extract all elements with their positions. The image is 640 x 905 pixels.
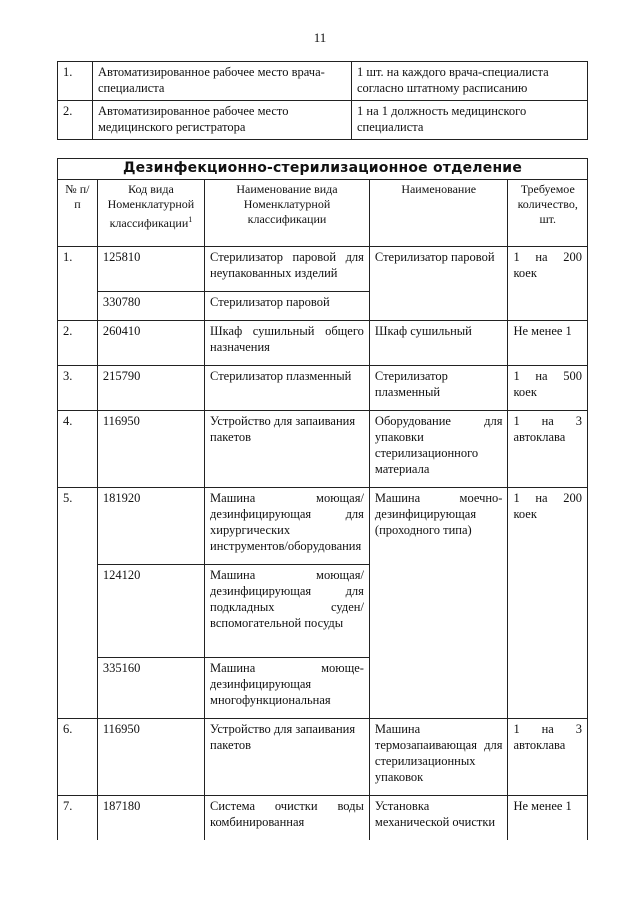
item-quantity: 1 на 500 коек [508, 366, 588, 411]
table-row [58, 411, 588, 488]
header-code-text: Код вида Номенклатурной классификации [107, 182, 195, 230]
item-type: Стерилизатор плазменный [205, 366, 370, 411]
item-quantity: 1 шт. на каждого врача-специалиста согласно штатному расписанию [352, 62, 588, 101]
item-type: Машина моющая/дезинфицирующая для хирургических инструментов/оборудования [205, 488, 370, 565]
item-code: 125810 [97, 247, 204, 292]
disinfection-equipment-table [57, 158, 588, 840]
section-title: Дезинфекционно-стерилизационное отделение [58, 159, 588, 180]
header-type: Наименование вида Номенклатурной классификации [205, 180, 370, 247]
item-type: Машина моющая/дезинфицирующая для подкладных суден/вспомогательной посуды [205, 565, 370, 658]
item-quantity: 1 на 1 должность медицинского специалиста [352, 101, 588, 140]
item-type: Устройство для запаивания пакетов [205, 411, 370, 488]
item-code: 187180 [97, 796, 204, 841]
footnote-mark: 1 [188, 215, 193, 224]
row-number: 2. [58, 101, 93, 140]
table-row [58, 719, 588, 796]
table-row [58, 366, 588, 411]
item-name: Стерилизатор плазменный [369, 366, 508, 411]
table-row [58, 796, 588, 841]
item-quantity: 1 на 3 автоклава [508, 719, 588, 796]
item-name: Машина термозапаивающая для стерилизационных упаковок [369, 719, 508, 796]
item-code: 335160 [97, 658, 204, 719]
item-name: Автоматизированное рабочее место врача-специалиста [93, 62, 352, 101]
item-quantity: 1 на 200 коек [508, 488, 588, 719]
table-row [58, 62, 588, 101]
item-code: 181920 [97, 488, 204, 565]
table-row [58, 321, 588, 366]
item-name: Оборудование для упаковки стерилизационного материала [369, 411, 508, 488]
item-type: Машина моюще-дезинфицирующая многофункциональная [205, 658, 370, 719]
item-type: Шкаф сушильный общего назначения [205, 321, 370, 366]
header-name: Наименование [369, 180, 508, 247]
row-number: 1. [58, 247, 98, 321]
item-name: Автоматизированное рабочее место медицинского регистратора [93, 101, 352, 140]
row-number: 3. [58, 366, 98, 411]
item-name: Установка механической очистки [369, 796, 508, 841]
row-number: 6. [58, 719, 98, 796]
item-code: 116950 [97, 719, 204, 796]
header-quantity: Требуемое количество, шт. [508, 180, 588, 247]
item-quantity: Не менее 1 [508, 321, 588, 366]
row-number: 2. [58, 321, 98, 366]
item-quantity: 1 на 200 коек [508, 247, 588, 321]
item-code: 116950 [97, 411, 204, 488]
header-code [97, 180, 204, 247]
item-code: 124120 [97, 565, 204, 658]
section-title-row [58, 159, 588, 180]
item-type: Устройство для запаивания пакетов [205, 719, 370, 796]
row-number: 5. [58, 488, 98, 719]
header-row [58, 180, 588, 247]
item-name: Стерилизатор паровой [369, 247, 508, 321]
item-code: 330780 [97, 292, 204, 321]
header-number: № п/п [58, 180, 98, 247]
item-name: Машина моечно-дезинфицирующая (проходного типа) [369, 488, 508, 719]
row-number: 4. [58, 411, 98, 488]
item-type: Система очистки воды комбинированная [205, 796, 370, 841]
item-type: Стерилизатор паровой [205, 292, 370, 321]
row-number: 1. [58, 62, 93, 101]
item-code: 260410 [97, 321, 204, 366]
page-number: 11 [313, 30, 327, 45]
item-type: Стерилизатор паровой для неупакованных изделий [205, 247, 370, 292]
table-row [58, 247, 588, 292]
item-quantity: 1 на 3 автоклава [508, 411, 588, 488]
item-code: 215790 [97, 366, 204, 411]
row-number: 7. [58, 796, 98, 841]
item-name: Шкаф сушильный [369, 321, 508, 366]
item-quantity: Не менее 1 [508, 796, 588, 841]
table-row [58, 101, 588, 140]
equipment-table-top [57, 61, 588, 140]
table-row [58, 488, 588, 565]
